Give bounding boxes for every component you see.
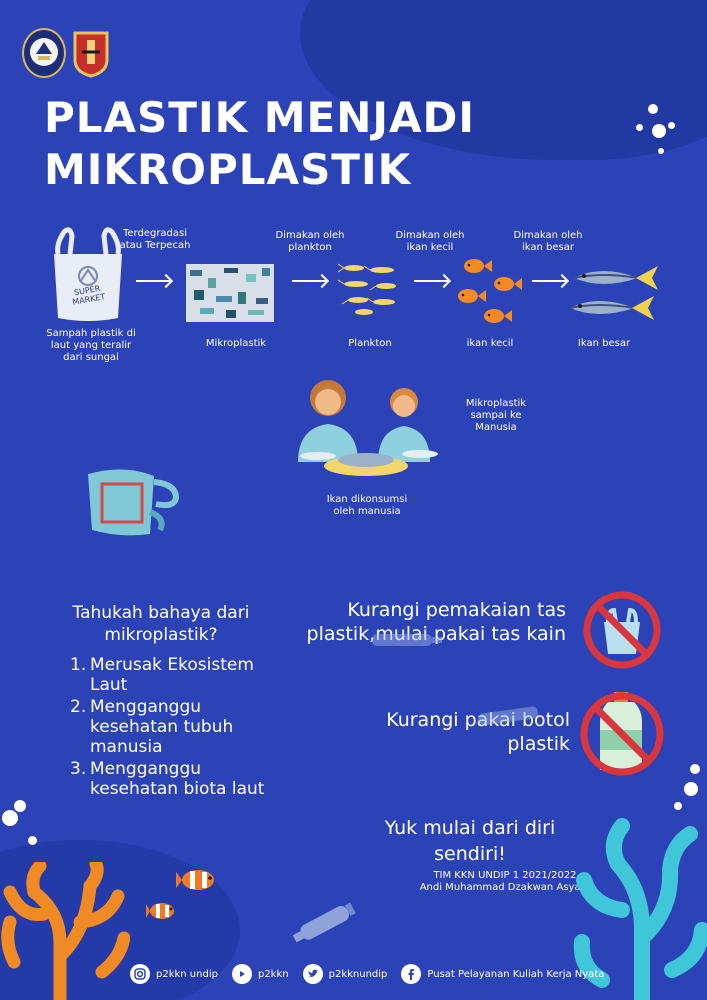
bag-label: SUPER MARKET bbox=[71, 283, 106, 307]
bubble bbox=[674, 802, 682, 810]
bubble bbox=[636, 124, 643, 131]
arrow-label-big-fish: Dimakan oleh ikan besar bbox=[513, 230, 583, 253]
arrow-right-icon bbox=[532, 280, 566, 282]
bubble bbox=[648, 104, 658, 114]
facebook-page: Pusat Pelayanan Kuliah Kerja Nyata bbox=[427, 968, 605, 980]
facebook-link[interactable] bbox=[401, 964, 604, 984]
step-caption-trash: Sampah plastik di laut yang teralir dari sungai bbox=[46, 328, 136, 363]
bubble bbox=[2, 810, 18, 826]
page-title bbox=[44, 92, 475, 196]
microplastic-illustration bbox=[186, 264, 274, 322]
danger-list bbox=[70, 655, 270, 801]
arrow-label-plankton: Dimakan oleh plankton bbox=[275, 230, 345, 253]
arrow-label-human: Mikroplastik sampai ke Manusia bbox=[465, 398, 527, 433]
bubble bbox=[668, 122, 675, 129]
bubble bbox=[684, 782, 698, 796]
step-caption-small-fish: ikan kecil bbox=[466, 338, 514, 349]
youtube-link[interactable] bbox=[232, 964, 289, 984]
title-line-1: PLASTIK MENJADI bbox=[44, 93, 476, 142]
instagram-icon bbox=[130, 964, 150, 984]
regional-crest-logo bbox=[72, 30, 110, 78]
arrow-right-icon bbox=[292, 280, 326, 282]
plankton-illustration bbox=[336, 262, 406, 318]
plastic-bottle-decoration bbox=[372, 630, 444, 648]
plastic-bag-illustration bbox=[50, 224, 126, 324]
clownfish-illustration bbox=[176, 866, 222, 894]
clownfish-illustration bbox=[146, 900, 180, 922]
instagram-handle: p2kkn undip bbox=[156, 968, 218, 980]
arrow-right-icon bbox=[136, 280, 170, 282]
step-caption-big-fish: Ikan besar bbox=[577, 338, 631, 349]
floating-plastic-bag-illustration bbox=[84, 464, 180, 536]
danger-question: Tahukah bahaya dari mikroplastik? bbox=[72, 603, 250, 645]
bubble bbox=[14, 800, 26, 812]
arrow-label-small-fish: Dimakan oleh ikan kecil bbox=[395, 230, 465, 253]
facebook-icon bbox=[401, 964, 421, 984]
orange-coral-illustration bbox=[0, 862, 130, 1000]
arrow-right-icon bbox=[414, 280, 448, 282]
closing-message: Yuk mulai dari diri sendiri! bbox=[384, 817, 556, 865]
credit-team: TIM KKN UNDIP 1 2021/2022 bbox=[433, 870, 577, 881]
title-line-2: MIKROPLASTIK bbox=[44, 145, 412, 194]
credit-author: Andi Muhammad Dzakwan Asyam bbox=[419, 882, 591, 893]
no-plastic-bag-icon bbox=[580, 588, 664, 672]
bubble bbox=[28, 836, 37, 845]
bubble bbox=[652, 124, 666, 138]
twitter-handle: p2kknundip bbox=[328, 968, 388, 980]
list-item: 3. Mengganggu kesehatan biota laut bbox=[70, 759, 265, 799]
step-caption-plankton: Plankton bbox=[348, 338, 392, 349]
instagram-link[interactable] bbox=[130, 964, 218, 984]
list-item: 2. Mengganggu kesehatan tubuh manusia bbox=[70, 697, 234, 757]
bubble bbox=[658, 148, 664, 154]
tip-reduce-bottles: Kurangi pakai botol plastik bbox=[386, 709, 570, 755]
arrow-label-degraded: Terdegradasi atau Terpecah bbox=[119, 228, 191, 251]
plastic-bottle-decoration bbox=[288, 896, 364, 946]
youtube-handle: p2kkn bbox=[257, 968, 289, 980]
big-fish-illustration bbox=[568, 264, 662, 326]
list-item: 1. Merusak Ekosistem Laut bbox=[70, 655, 254, 695]
people-eating-illustration bbox=[282, 372, 450, 480]
plastic-bottle-decoration bbox=[478, 704, 550, 726]
twitter-link[interactable] bbox=[303, 964, 388, 984]
human-caption: Ikan dikonsumsi oleh manusia bbox=[326, 494, 408, 517]
social-footer bbox=[130, 964, 618, 984]
twitter-icon bbox=[303, 964, 323, 984]
bubble bbox=[690, 764, 700, 774]
youtube-icon bbox=[232, 964, 252, 984]
small-fish-illustration bbox=[454, 256, 524, 328]
no-plastic-bottle-icon bbox=[572, 686, 672, 778]
university-logo bbox=[22, 28, 66, 78]
step-caption-microplastic: Mikroplastik bbox=[205, 338, 267, 349]
tip-reduce-bags: Kurangi pemakaian tas plastik,mulai pakai tas kain bbox=[306, 599, 566, 645]
